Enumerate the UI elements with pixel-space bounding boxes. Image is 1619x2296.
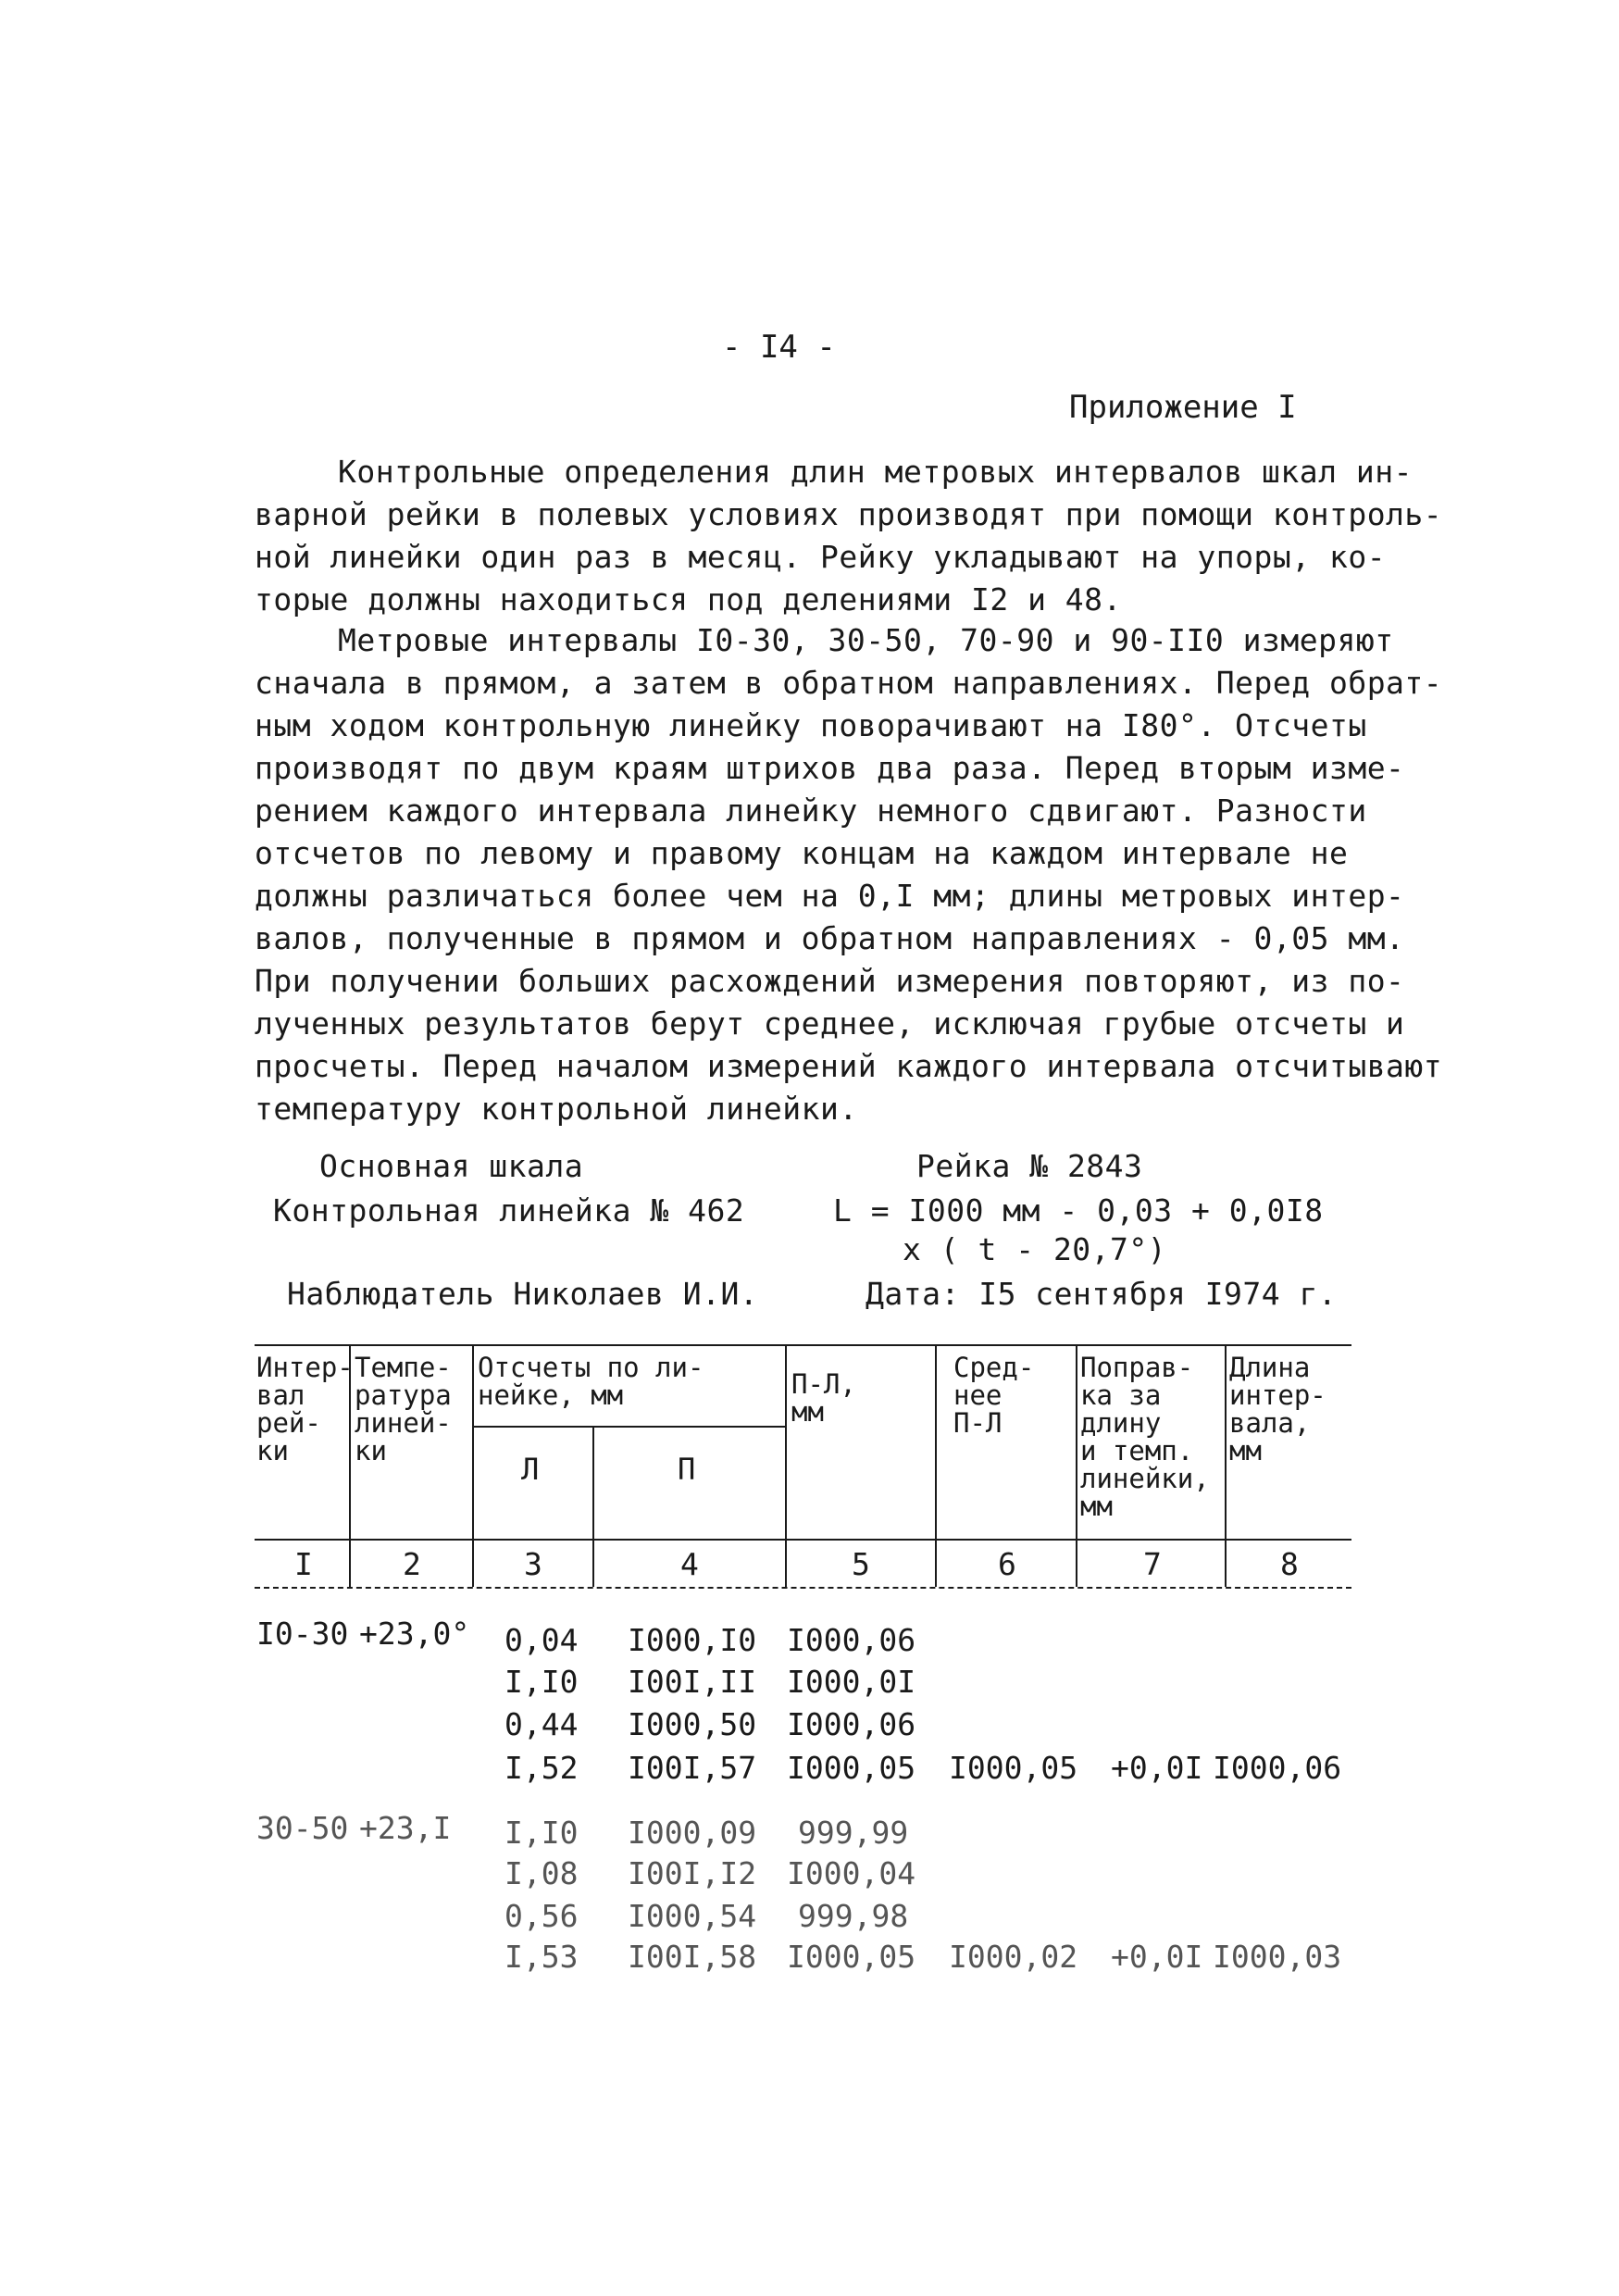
paragraph1-line: варной рейки в полевых условиях производят при помощи контроль- — [255, 496, 1443, 532]
paragraph2-line: лученных результатов берут среднее, исключая грубые отсчеты и — [255, 1005, 1405, 1042]
scale-label: Основная шкала — [319, 1148, 584, 1184]
reading-right: I000,50 — [628, 1706, 757, 1742]
observer-label: Наблюдатель Николаев И.И. — [287, 1276, 759, 1312]
reading-right: I000,09 — [628, 1815, 757, 1851]
rod-label: Рейка № 2843 — [916, 1148, 1143, 1184]
reading-difference: I000,06 — [787, 1622, 916, 1658]
reading-left: I,I0 — [504, 1815, 579, 1851]
reading-difference: 999,98 — [798, 1898, 909, 1934]
paragraph2-line: При получении больших расхождений измерения повторяют, из по- — [255, 963, 1405, 999]
paragraph2-line: температуру контрольной линейки. — [255, 1091, 858, 1127]
reading-left: I,08 — [504, 1855, 579, 1891]
column-number: 7 — [1143, 1546, 1162, 1582]
reading-difference: 999,99 — [798, 1815, 909, 1851]
paragraph1-line: ной линейки один раз в месяц. Рейку укладывают на упоры, ко- — [255, 539, 1387, 575]
paragraph2-line: производят по двум краям штрихов два раза. Перед вторым изме- — [255, 750, 1405, 786]
table-column-rule — [592, 1426, 594, 1587]
group-mean: I000,02 — [949, 1939, 1078, 1975]
header-right-reading: П — [678, 1452, 696, 1487]
paragraph1-line: Контрольные определения длин метровых интервалов шкал ин- — [338, 454, 1413, 490]
length-formula-line1: L = I000 мм - 0,03 + 0,0I8 — [833, 1192, 1324, 1229]
reading-right: I000,54 — [628, 1898, 757, 1934]
column-number: 8 — [1280, 1546, 1299, 1582]
header-length: Длина интер- вала, мм — [1229, 1352, 1326, 1466]
group-length: I000,03 — [1213, 1939, 1342, 1975]
group-interval: 30-50 — [256, 1810, 349, 1846]
table-column-rule — [472, 1344, 474, 1587]
reading-left: 0,44 — [504, 1706, 579, 1742]
paragraph1-line: торые должны находиться под делениями I2 и 48. — [255, 581, 1122, 618]
paragraph2-line: сначала в прямом, а затем в обратном направлениях. Перед обрат- — [255, 665, 1443, 701]
group-correction: +0,0I — [1111, 1939, 1203, 1975]
appendix-title: Приложение I — [1069, 389, 1297, 426]
paragraph2-line: Метровые интервалы I0-30, 30-50, 70-90 и 90-II0 измеряют — [338, 622, 1394, 658]
reading-right: I00I,58 — [628, 1939, 757, 1975]
paragraph2-line: рением каждого интервала линейку немного сдвигают. Разности — [255, 792, 1367, 829]
paragraph2-line: ным ходом контрольную линейку поворачивают на I80°. Отсчеты — [255, 707, 1367, 743]
column-numbers-rule — [255, 1587, 1351, 1589]
header-readings: Отсчеты по ли- нейке, мм — [478, 1352, 704, 1411]
header-bottom-rule — [255, 1539, 1351, 1541]
reading-left: 0,56 — [504, 1898, 579, 1934]
table-column-rule — [935, 1344, 937, 1587]
paragraph2-line: валов, полученные в прямом и обратном направлениях - 0,05 мм. — [255, 920, 1405, 956]
reading-left: I,53 — [504, 1939, 579, 1975]
group-temperature: +23,I — [359, 1810, 452, 1846]
table-column-rule — [1076, 1344, 1077, 1587]
table-top-rule — [255, 1344, 1351, 1346]
group-interval: I0-30 — [256, 1616, 349, 1652]
paragraph2-line: должны различаться более чем на 0,I мм; длины метровых интер- — [255, 878, 1405, 914]
reading-right: I000,I0 — [628, 1622, 757, 1658]
table-column-rule — [785, 1344, 787, 1587]
column-number: 5 — [852, 1546, 870, 1582]
reading-difference: I000,05 — [787, 1750, 916, 1786]
reading-left: I,I0 — [504, 1664, 579, 1700]
paragraph2-line: отсчетов по левому и правому концам на каждом интервале не — [255, 835, 1349, 871]
reading-right: I00I,57 — [628, 1750, 757, 1786]
ruler-label: Контрольная линейка № 462 — [273, 1192, 745, 1229]
column-number: 2 — [403, 1546, 421, 1582]
date-label: Дата: I5 сентября I974 г. — [866, 1276, 1338, 1312]
header-temperature: Темпе- ратура линей- ки — [355, 1352, 452, 1466]
column-number: I — [294, 1546, 313, 1582]
reading-left: I,52 — [504, 1750, 579, 1786]
group-correction: +0,0I — [1111, 1750, 1203, 1786]
group-temperature: +23,0° — [359, 1616, 470, 1652]
table-column-rule — [1225, 1344, 1227, 1587]
header-left-reading: Л — [521, 1452, 540, 1487]
header-p-minus-l: П-Л, мм — [791, 1368, 856, 1428]
group-length: I000,06 — [1213, 1750, 1342, 1786]
reading-difference: I000,04 — [787, 1855, 916, 1891]
reading-right: I00I,I2 — [628, 1855, 757, 1891]
group-mean: I000,05 — [949, 1750, 1078, 1786]
readings-subheader-rule — [472, 1426, 785, 1428]
reading-difference: I000,06 — [787, 1706, 916, 1742]
header-interval: Интер- вал рей- ки — [256, 1352, 354, 1466]
reading-difference: I000,05 — [787, 1939, 916, 1975]
column-number: 3 — [524, 1546, 542, 1582]
reading-difference: I000,0I — [787, 1664, 916, 1700]
column-number: 4 — [680, 1546, 699, 1582]
header-mean: Сред- нее П-Л — [953, 1352, 1035, 1439]
reading-right: I00I,II — [628, 1664, 757, 1700]
reading-left: 0,04 — [504, 1622, 579, 1658]
length-formula-line2: x ( t - 20,7°) — [903, 1231, 1167, 1267]
paragraph2-line: просчеты. Перед началом измерений каждого интервала отсчитывают — [255, 1048, 1443, 1084]
page-number: - I4 - — [722, 329, 836, 366]
column-number: 6 — [998, 1546, 1016, 1582]
header-correction: Поправ- ка за длину и темп. линейки, мм — [1080, 1352, 1210, 1522]
